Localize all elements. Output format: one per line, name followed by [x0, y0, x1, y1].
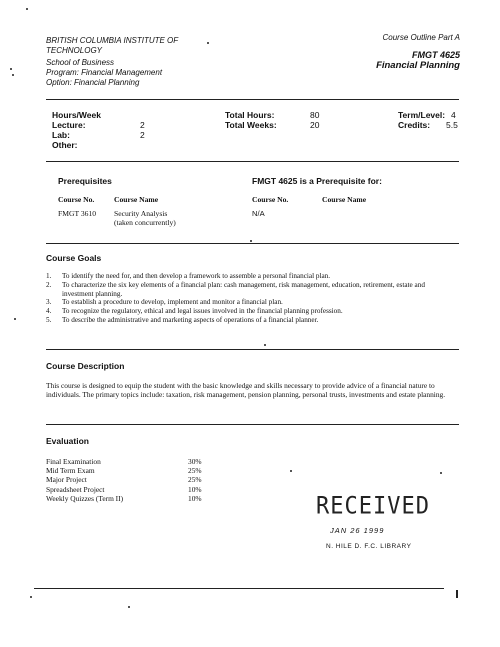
evaluation-label: Weekly Quizzes (Term II) [46, 493, 124, 503]
prerequisites-divider [46, 243, 459, 244]
prerequisites-title: Prerequisites [58, 176, 112, 186]
school-name: School of Business [46, 58, 115, 67]
goal-item [46, 316, 458, 325]
course-description-title: Course Description [46, 361, 125, 371]
evaluation-label: Mid Term Exam [46, 466, 95, 476]
term-level-label: Term/Level: [398, 110, 446, 120]
goals-divider [46, 349, 459, 350]
evaluation-value: 25% [188, 475, 202, 485]
course-description-text: This course is designed to equip the student with the basic knowledge and skills necessary to provide advice of a financial nature to individuals. The primary topics include: taxation, risk management, pension planning, personal trusts, investments and estate planning. [46, 381, 446, 399]
goal-number: 4. [46, 307, 52, 316]
received-stamp [316, 494, 428, 538]
evaluation-value: 25% [188, 466, 202, 476]
credits-value: 5.5 [446, 120, 458, 130]
evaluation-label: Spreadsheet Project [46, 484, 105, 494]
received-stamp-date: JAN 26 1999 [330, 526, 385, 535]
goal-item [46, 307, 458, 316]
scan-speck [10, 68, 12, 70]
goal-number: 2. [46, 280, 52, 289]
institute-name-line1: BRITISH COLUMBIA INSTITUTE OF [46, 36, 179, 45]
goal-number: 1. [46, 272, 52, 280]
hours-block [52, 110, 462, 154]
other-label: Other: [52, 140, 78, 150]
course-goals-list [46, 272, 458, 325]
prereq-course-note: (taken concurrently) [114, 218, 176, 227]
received-stamp-library: N. HILE D. F.C. LIBRARY [326, 543, 412, 550]
footer-divider [34, 588, 444, 589]
total-weeks-label: Total Weeks: [225, 120, 277, 130]
scan-speck [440, 472, 442, 474]
course-title: Financial Planning [376, 60, 460, 71]
goal-text: To recognize the regulatory, ethical and legal issues involved in the financial planning profession. [62, 307, 343, 316]
evaluation-label: Final Examination [46, 457, 101, 466]
goal-number: 3. [46, 298, 52, 307]
total-weeks-value: 20 [310, 120, 320, 130]
credits-label: Credits: [398, 120, 431, 130]
description-divider [46, 424, 459, 425]
evaluation-label: Major Project [46, 475, 87, 485]
goal-number: 5. [46, 315, 52, 324]
evaluation-value: 10% [188, 493, 202, 503]
prereq-for-value: N/A [252, 209, 265, 218]
page-edge-mark [456, 590, 458, 598]
goal-text: To identify the need for, and then develop a framework to assemble a personal financial plan. [62, 272, 331, 280]
lab-label: Lab: [52, 130, 70, 140]
lab-value: 2 [140, 130, 145, 140]
outline-part-label: Course Outline Part A [382, 33, 460, 42]
scan-speck [26, 8, 28, 10]
lecture-value: 2 [140, 120, 145, 130]
prereq-for-col-name: Course Name [322, 195, 367, 204]
scan-speck [30, 596, 32, 598]
lecture-label: Lecture: [52, 120, 86, 130]
prerequisite-for-title: FMGT 4625 is a Prerequisite for: [252, 176, 382, 186]
scan-speck [290, 470, 292, 472]
received-stamp-word: RECEIVED [316, 492, 430, 521]
scan-speck [12, 74, 14, 76]
scan-speck [14, 318, 16, 320]
course-goals-title: Course Goals [46, 253, 102, 263]
hours-week-label: Hours/Week [52, 110, 101, 120]
total-hours-label: Total Hours: [225, 110, 275, 120]
institute-name-line2: TECHNOLOGY [46, 46, 103, 55]
evaluation-title: Evaluation [46, 436, 89, 446]
goal-item [46, 281, 458, 299]
scan-speck [207, 42, 209, 44]
goal-text: To describe the administrative and marketing aspects of operations of a financial planner. [62, 315, 319, 324]
goal-item [46, 298, 458, 307]
prereq-col-no: Course No. [58, 195, 95, 204]
scan-speck [128, 606, 130, 608]
scan-speck [250, 240, 252, 242]
scan-speck [264, 344, 266, 346]
course-identity-block [376, 33, 460, 71]
term-level-value: 4 [451, 110, 456, 120]
course-code: FMGT 4625 [411, 50, 460, 60]
evaluation-value: 10% [188, 484, 202, 494]
evaluation-value: 30% [188, 457, 202, 466]
total-hours-value: 80 [310, 110, 320, 120]
header-divider [46, 99, 459, 100]
hours-divider [46, 161, 459, 162]
prereq-course-name: Security Analysis [114, 209, 168, 218]
prereq-course-no: FMGT 3610 [58, 209, 97, 218]
program-name: Program: Financial Management [46, 68, 163, 77]
prereq-for-col-no: Course No. [252, 195, 289, 204]
goal-item [46, 272, 458, 281]
goal-text: To establish a procedure to develop, implement and monitor a financial plan. [62, 298, 283, 307]
goal-text: To characterize the six key elements of a financial plan: cash management, risk management, education, retirement, estate and investment planning. [62, 280, 425, 298]
option-name: Option: Financial Planning [46, 78, 140, 87]
prereq-col-name: Course Name [114, 195, 159, 204]
institution-block [46, 36, 178, 88]
